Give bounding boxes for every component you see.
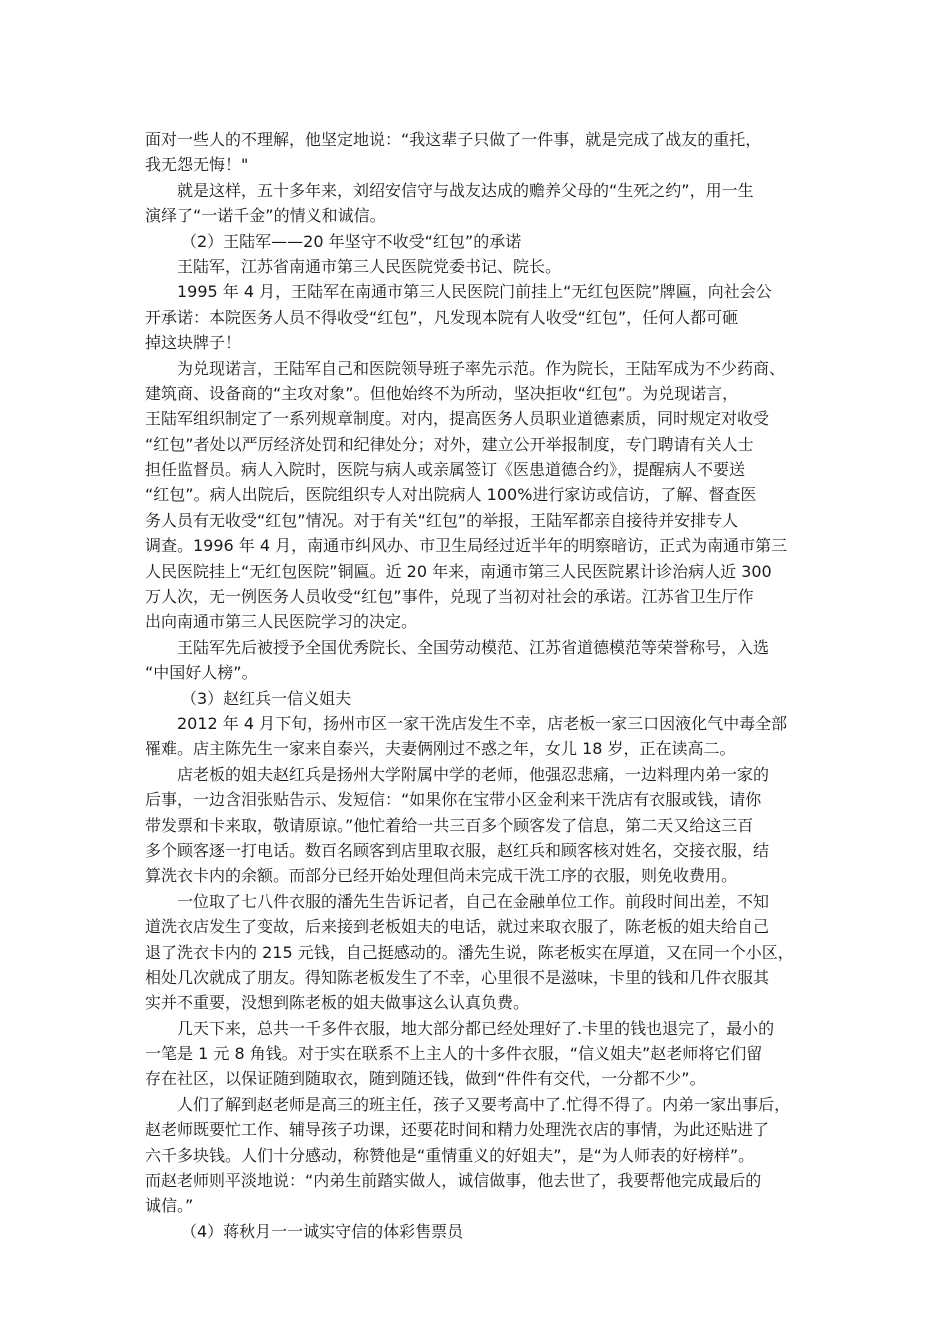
document-body [145,127,815,1244]
text-line: 建筑商、设备商的“主攻对象”。但他始终不为所动，坚决拒收“红包”。为兑现诺言， [145,383,739,403]
section-heading-3: （3）赵红兵一信义姐夫 [181,688,352,708]
text-line: 人民医院挂上“无红包医院”铜匾。近 20 年来，南通市第三人民医院累计诊治病人近 300 [145,561,772,581]
text-line: 而赵老师则平淡地说：“内弟生前踏实做人，诚信做事，他去世了，我要帮他完成最后的 [145,1171,762,1191]
text-line: 实并不重要，没想到陈老板的姐夫做事这么认真负费。 [145,993,530,1013]
text-line: 赵老师既要忙工作、辅导孩子功课，还要花时间和精力处理洗衣店的事情，为此还贴进了 [145,1120,770,1140]
text-line: 退了洗衣卡内的 215 元钱，自己挺感动的。潘先生说，陈老板实在厚道，又在同一个小区， [145,942,794,962]
section-heading-4: （4）蒋秋月一一诚实守信的体彩售票员 [181,1221,464,1241]
text-line: 相处几次就成了朋友。得知陈老板发生了不幸，心里很不是滋味，卡里的钱和几件衣服其 [145,967,770,987]
paragraph-start: 就是这样，五十多年来，刘绍安信守与战友达成的赡养父母的“生死之约”，用一生 [177,180,754,200]
text-line: 万人次，无一例医务人员收受“红包”事件，兑现了当初对社会的承诺。江苏省卫生厅作 [145,587,754,607]
text-line: 出向南通市第三人民医院学习的决定。 [145,612,418,632]
paragraph-start: 1995 年 4 月，王陆军在南通市第三人民医院门前挂上“无红包医院”牌匾，向社会公 [177,282,772,302]
paragraph-start: 人们了解到赵老师是高三的班主任，孩子又要考高中了.忙得不得了。内弟一家出事后， [177,1094,791,1114]
text-line: 开承诺：本院医务人员不得收受“红包”，凡发现本院有人收受“红包”，任何人都可砸 [145,307,739,327]
paragraph-start: 王陆军先后被授予全国优秀院长、全国劳动模范、江苏省道德模范等荣誉称号，入选 [177,637,770,657]
text-line: 一笔是 1 元 8 角钱。对于实在联系不上主人的十多件衣服，“信义姐夫”赵老师将它们留 [145,1044,763,1064]
paragraph-start: 2012 年 4 月下旬，扬州市区一家干洗店发生不幸，店老板一家三口因液化气中毒全部 [177,713,788,733]
text-line: 道洗衣店发生了变故，后来接到老板姐夫的电话，就过来取衣服了，陈老板的姐夫给自己 [145,917,770,937]
text-line: 算洗衣卡内的余额。而部分已经开始处理但尚未完成干洗工序的衣服，则免收费用。 [145,866,738,886]
paragraph-start: 几天下来，总共一千多件衣服，地大部分都已经处理好了.卡里的钱也退完了，最小的 [177,1018,775,1038]
text-line: 六千多块钱。人们十分感动，称赞他是“重情重义的好姐夫”，是“为人师表的好榜样”。 [145,1145,755,1165]
text-line: 诚信。” [145,1196,194,1216]
text-line: 演绎了“一诺千金”的情义和诚信。 [145,206,386,226]
text-line: “红包”者处以严厉经济处罚和纪律处分；对外，建立公开举报制度，专门聘请有关人士 [145,434,754,454]
paragraph-start: 一位取了七八件衣服的潘先生告诉记者，自己在金融单位工作。前段时间出差，不知 [177,891,770,911]
text-line: 后事，一边含泪张贴告示、发短信：“如果你在宝带小区金利来干洗店有衣服或钱，请你 [145,790,762,810]
text-line: 我无怨无悔！" [145,155,249,175]
text-line: 存在社区，以保证随到随取衣，随到随还钱，做到“件件有交代，一分都不少”。 [145,1069,706,1089]
paragraph-start: 店老板的姐夫赵红兵是扬州大学附属中学的老师，他强忍悲痛，一边料理内弟一家的 [177,764,770,784]
text-line: 罹难。店主陈先生一家来自泰兴，夫妻俩刚过不惑之年，女儿 18 岁，正在读高二。 [145,739,736,759]
text-line: “中国好人榜”。 [145,663,258,683]
text-line: 调查。1996 年 4 月，南通市纠风办、市卫生局经过近半年的明察暗访，正式为南通市第三 [145,536,788,556]
text-line: 多个顾客逐一打电话。数百名顾客到店里取衣服，赵红兵和顾客核对姓名，交接衣服，结 [145,840,770,860]
text-line: 掉这块牌子！ [145,333,242,353]
text-line: 务人员有无收受“红包”情况。对于有关“红包”的举报，王陆军都亲自接待并安排专人 [145,510,739,530]
paragraph-start: 王陆军，江苏省南通市第三人民医院党委书记、院长。 [177,256,562,276]
text-line: 带发票和卡来取，敬请原谅。”他忙着给一共三百多个顾客发了信息，第二天又给这三百 [145,815,754,835]
text-line: 担任监督员。病人入院时，医院与病人或亲属签订《医患道德合约》，提醒病人不要送 [145,460,746,480]
text-line: 王陆军组织制定了一系列规章制度。对内，提高医务人员职业道德素质，同时规定对收受 [145,409,770,429]
text-line: “红包”。病人出院后，医院组织专人对出院病人 100%进行家访或信访，了解、督查医 [145,485,757,505]
paragraph-start: 为兑现诺言，王陆军自己和医院领导班子率先示范。作为院长，王陆军成为不少药商、 [177,358,786,378]
section-heading-2: （2）王陆军——20 年坚守不收受“红包”的承诺 [181,231,522,251]
text-line: 面对一些人的不理解，他坚定地说：“我这辈子只做了一件事，就是完成了战友的重托， [145,130,762,149]
